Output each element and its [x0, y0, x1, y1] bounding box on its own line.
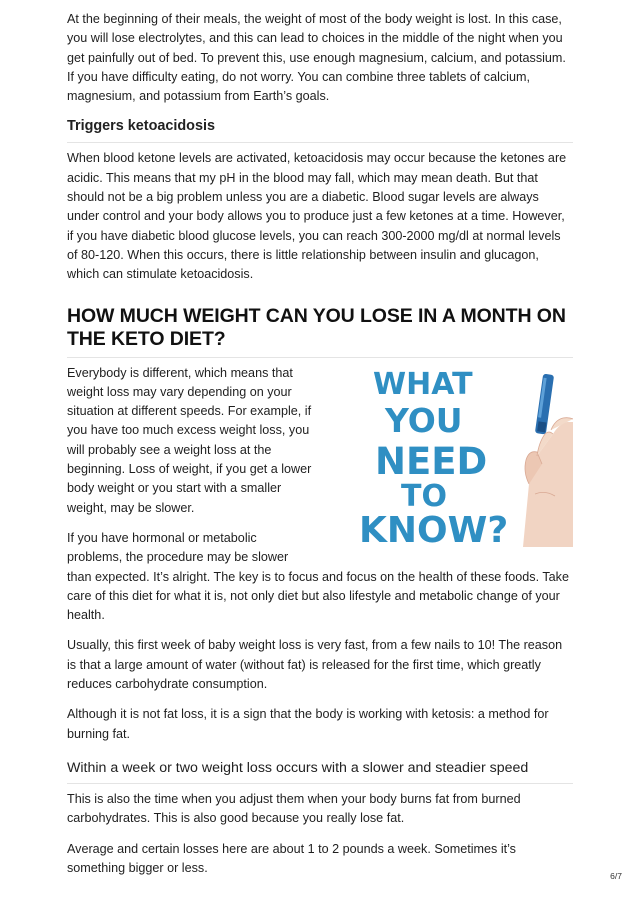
week-section-heading: Within a week or two weight loss occurs with a slower and steadier speed [67, 758, 573, 784]
page-number: 6/7 [610, 871, 622, 881]
image-text-line4: TO [401, 478, 447, 514]
image-text [359, 367, 508, 547]
marker-pen [535, 373, 554, 434]
weight-paragraph-4: Although it is not fat loss, it is a sign that the body is working with ketosis: a method for burning fat. [67, 707, 549, 741]
weight-section-heading: HOW MUCH WEIGHT CAN YOU LOSE IN A MONTH ON THE KETO DIET? [67, 305, 573, 358]
hand-illustration [523, 417, 573, 546]
intro-paragraph: At the beginning of their meals, the weight of most of the body weight is lost. In this case, you will lose electrolytes, and this can lead to choices in the middle of the night when you get painfully out of bed. To prevent this, use enough magnesium, calcium, and potassium. If you have difficulty eating, do not worry. You can combine three tablets of calcium, magnesium, and potassium from Earth’s goals. [67, 12, 566, 104]
weight-paragraph-1: Everybody is different, which means that weight loss may vary depending on your situation at different speeds. For example, if you have too much excess weight loss, you will probably see a weight loss at the beginning. Loss of weight, if you get a lower body weight or you start with a smaller weight, may be slower. [67, 365, 312, 515]
image-text-line5: KNOW? [359, 509, 509, 547]
image-text-line3: NEED [375, 439, 488, 483]
ketoacidosis-heading: Triggers ketoacidosis [67, 116, 573, 143]
image-illustration [323, 364, 573, 547]
what-you-need-to-know-image [323, 364, 573, 547]
weight-section-body [67, 364, 573, 744]
image-text-line2: YOU [385, 400, 463, 440]
weight-paragraph-2: If you have hormonal or metabolic problems, the procedure may be slower than expected. It’s alright. The key is to focus and focus on the health of these foods. Take care of this diet for what it is, not only diet but also lifestyle and metabolic change of your health. [67, 530, 569, 623]
image-text-line1: WHAT [373, 366, 473, 402]
weight-paragraph-3: Usually, this first week of baby weight loss is very fast, from a few nails to 10! The reason is that a large amount of water (without fat) is released for the first time, which greatly reduces carbohydrate consumption. [67, 638, 563, 692]
ketoacidosis-paragraph: When blood ketone levels are activated, ketoacidosis may occur because the ketones are acidic. This means that my pH in the blood may fall, which may mean death. But that should not be a big problem unless you are a diabetic. Blood sugar levels are always under control and your body allows you to produce just a few ketones at a time. However, if you have diabetic blood glucose levels, you can reach 300-2000 mg/dl at normal levels of 80-120. When this occurs, there is little relationship between insulin and glucagon, which can stimulate ketoacidosis. [67, 151, 567, 282]
week-paragraph-1: This is also the time when you adjust them when your body burns fat from burned carbohydrates. This is also good because you really lose fat. [67, 791, 521, 826]
document-page [67, 10, 573, 878]
week-paragraph-2: Average and certain losses here are about 1 to 2 pounds a week. Sometimes it’s something bigger or less. [67, 841, 516, 875]
